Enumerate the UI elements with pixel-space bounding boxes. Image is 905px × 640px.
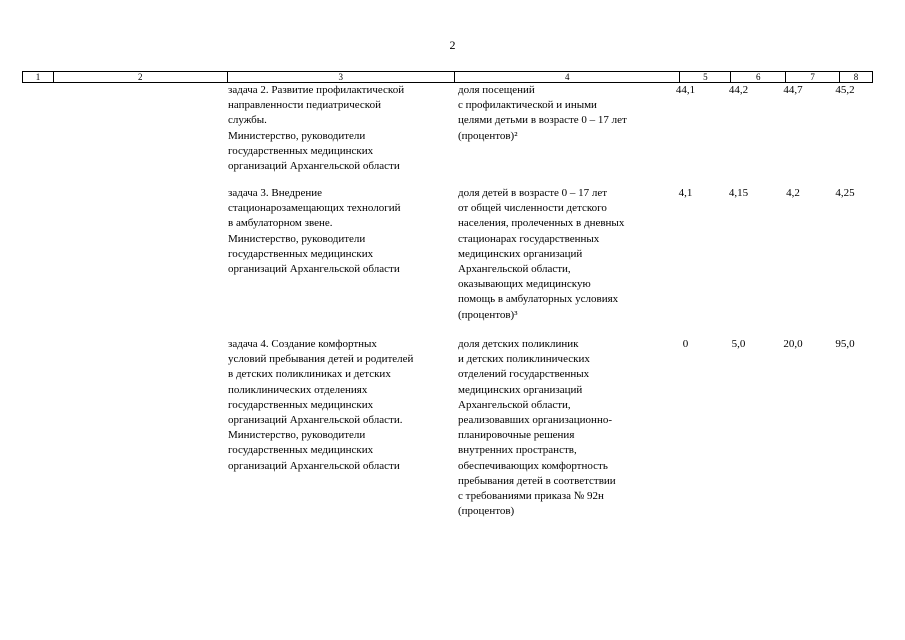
row-2-value-7: 4,2 (786, 187, 800, 199)
row-2-value-5: 4,1 (678, 187, 693, 199)
page-number: 2 (449, 38, 456, 52)
row-2-value-6: 4,15 (728, 187, 749, 199)
row-1-indicator: доля посещений с профилактической и иными целями детьми в возрасте 0 – 17 лет (процентов)² (458, 84, 627, 142)
row-1-value-7: 44,7 (783, 84, 803, 96)
row-3-value-5: 0 (682, 338, 689, 350)
header-col-4: 4 (455, 72, 680, 82)
header-col-8: 8 (853, 72, 859, 82)
row-3-value-6: 5,0 (731, 338, 746, 350)
header-col-6: 6 (731, 72, 786, 82)
row-2-value-8: 4,25 (835, 187, 855, 199)
header-col-7: 7 (786, 72, 840, 82)
row-3-value-8: 95,0 (835, 338, 855, 350)
row-3-indicator: доля детских поликлиник и детских поликлинических отделений государственных медицинских организаций Архангельской области, реализовавших организационно- планировочные решения внутренних пространств, обеспечивающих комфортность пребывания детей в соответствии с требованиями приказа № 92н (процентов) (458, 338, 616, 518)
header-col-2: 2 (54, 72, 228, 82)
row-3-task: задача 4. Создание комфортных условий пребывания детей и родителей в детских поликлиниках и детских поликлинических отделениях государственных медицинских организаций Архангельской области. Министерство, руководители государственных медицинских организаций Архангельской области (228, 338, 414, 472)
header-col-1: 1 (23, 72, 54, 82)
row-1-value-5: 44,1 (675, 84, 696, 96)
row-3-value-7: 20,0 (783, 338, 803, 350)
row-1-task: задача 2. Развитие профилактической направленности педиатрической службы. Министерство, руководители государственных медицинских организаций Архангельской области (228, 84, 405, 173)
row-2-task: задача 3. Внедрение стационарозамещающих технологий в амбулаторном звене. Министерство, руководители государственных медицинских организаций Архангельской области (228, 187, 401, 276)
row-1-value-8: 45,2 (835, 84, 855, 96)
row-1-value-6: 44,2 (728, 84, 749, 96)
table-header-row (22, 71, 873, 83)
header-col-5: 5 (680, 72, 731, 82)
row-2-indicator: доля детей в возрасте 0 – 17 лет от общей численности детского населения, пролеченных в дневных стационарах государственных медицинских организаций Архангельской области, оказывающих медицинскую помощь в амбулаторных условиях (процентов)³ (458, 187, 625, 321)
header-col-3: 3 (228, 72, 455, 82)
